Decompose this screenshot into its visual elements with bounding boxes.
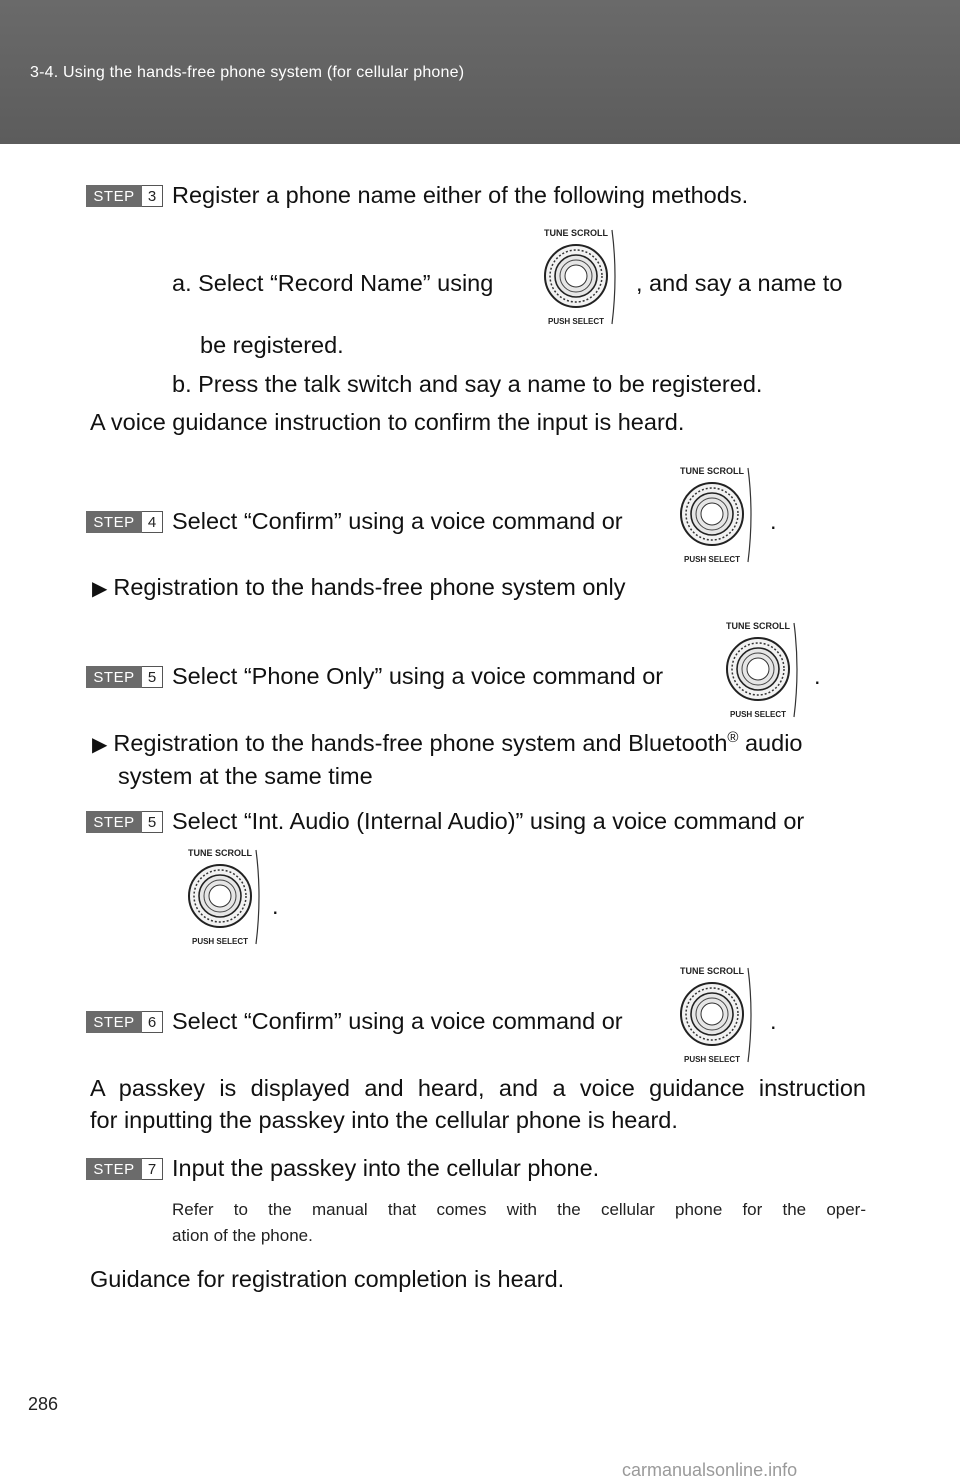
- period: .: [272, 893, 279, 919]
- step-6-badge: STEP 6: [86, 1011, 164, 1033]
- passkey-text-line2: for inputting the passkey into the cellular phone is heard.: [90, 1107, 678, 1133]
- knob-graphic: [178, 844, 270, 948]
- page-number: 286: [28, 1394, 59, 1414]
- knob-graphic: [670, 962, 762, 1066]
- step-3-badge: STEP 3: [86, 185, 164, 207]
- tune-scroll-knob-icon: [534, 224, 626, 328]
- period: .: [770, 1008, 777, 1034]
- method-a-text-end: be registered.: [200, 332, 344, 358]
- step-3-text: Register a phone name either of the following methods.: [172, 182, 749, 208]
- method-a-text-cont: , and say a name to: [636, 270, 843, 296]
- method-a-text: a. Select “Record Name” using: [172, 270, 494, 296]
- step-5-badge: STEP 5: [86, 666, 164, 688]
- tune-scroll-knob-icon: [716, 617, 808, 721]
- triangle-bullet-icon: ▶: [92, 734, 108, 756]
- completion-text: Guidance for registration completion is heard.: [90, 1266, 565, 1292]
- svg-text:PUSH SELECT: PUSH SELECT: [547, 317, 605, 326]
- page-header: [0, 0, 960, 144]
- step-4-badge: STEP 4: [86, 511, 164, 533]
- bullet-1: ▶ Registration to the hands-free phone system only: [92, 574, 626, 600]
- svg-text:PUSH SELECT: PUSH SELECT: [191, 937, 249, 946]
- svg-text:TUNE SCROLL: TUNE SCROLL: [680, 966, 744, 976]
- svg-text:PUSH SELECT: PUSH SELECT: [683, 555, 741, 564]
- triangle-bullet-icon: ▶: [92, 578, 108, 600]
- svg-text:TUNE SCROLL: TUNE SCROLL: [680, 466, 744, 476]
- svg-text:PUSH SELECT: PUSH SELECT: [729, 710, 787, 719]
- bullet-2-cont: system at the same time: [118, 763, 373, 789]
- knob-graphic: [716, 617, 808, 721]
- period: .: [814, 663, 821, 689]
- step-4-text: Select “Confirm” using a voice command or: [172, 508, 623, 534]
- voice-confirm-text: A voice guidance instruction to confirm the input is heard.: [90, 409, 685, 435]
- method-b-text: b. Press the talk switch and say a name to be registered.: [172, 371, 763, 397]
- passkey-text-line1: A passkey is displayed and heard, and a voice guidance instruction: [90, 1075, 866, 1101]
- step-7-text: Input the passkey into the cellular phone.: [172, 1155, 600, 1181]
- note-line1: Refer to the manual that comes with the cellular phone for the oper-: [172, 1200, 866, 1219]
- knob-graphic: [534, 224, 626, 328]
- tune-scroll-knob-icon: [670, 962, 762, 1066]
- step-7-badge: STEP 7: [86, 1158, 164, 1180]
- section-title: 3-4. Using the hands-free phone system (for cellular phone): [30, 64, 465, 81]
- watermark: carmanualsonline.info: [622, 1460, 798, 1480]
- step-5-alt-text: Select “Int. Audio (Internal Audio)” using a voice command or: [172, 808, 805, 834]
- period: .: [770, 508, 777, 534]
- step-5-alt-badge: STEP 5: [86, 811, 164, 833]
- bullet-2: ▶ Registration to the hands-free phone system and Bluetooth® audio: [92, 729, 803, 756]
- knob-graphic: [670, 462, 762, 566]
- tune-scroll-knob-icon: [178, 844, 270, 948]
- svg-text:PUSH SELECT: PUSH SELECT: [683, 1055, 741, 1064]
- svg-text:TUNE SCROLL: TUNE SCROLL: [544, 228, 608, 238]
- svg-text:TUNE SCROLL: TUNE SCROLL: [726, 621, 790, 631]
- step-6-text: Select “Confirm” using a voice command or: [172, 1008, 623, 1034]
- note-line2: ation of the phone.: [172, 1226, 313, 1245]
- step-5-text: Select “Phone Only” using a voice command or: [172, 663, 664, 689]
- svg-text:TUNE SCROLL: TUNE SCROLL: [188, 848, 252, 858]
- tune-scroll-knob-icon: [670, 462, 762, 566]
